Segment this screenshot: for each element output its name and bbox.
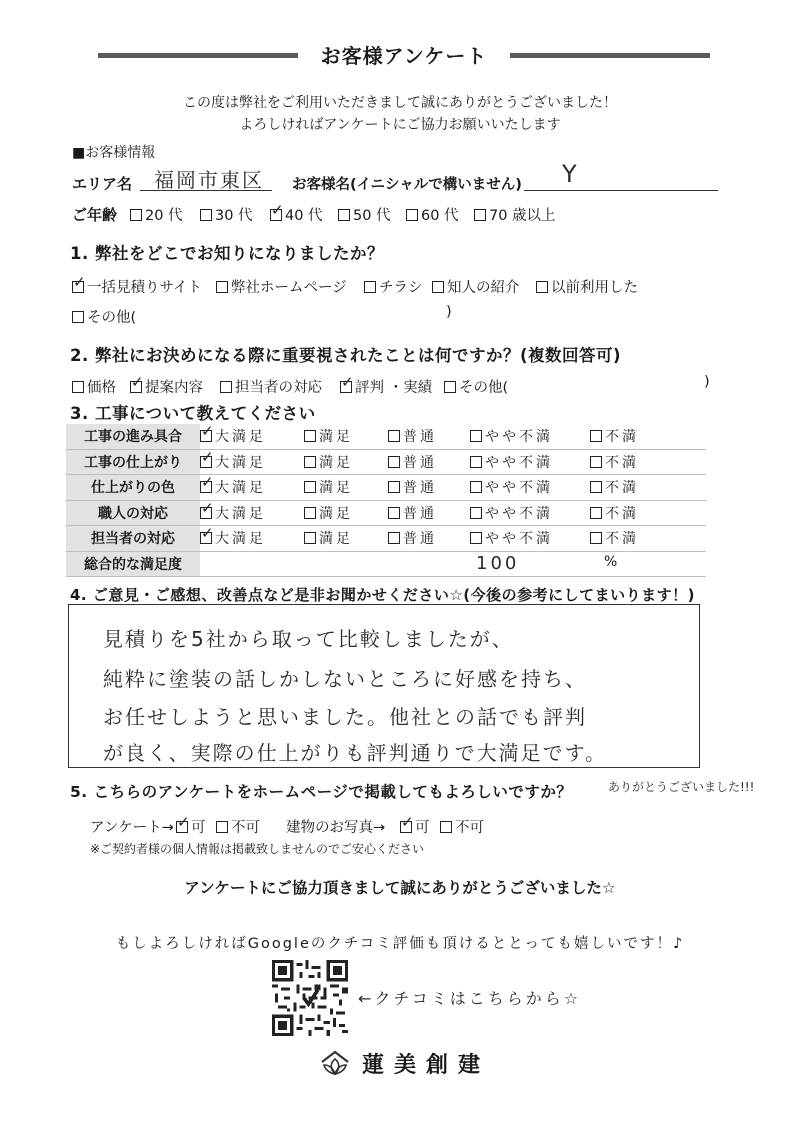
comment-line-4: が良く、実際の仕上がりも評判通りで大満足です。 (103, 741, 607, 765)
age-option-30[interactable]: 30 代 (200, 204, 253, 225)
q1-heading: 1. 弊社をどこでお知りになりましたか？ (70, 244, 384, 263)
q2-other-close-paren: ) (704, 374, 710, 390)
comment-box[interactable] (68, 604, 700, 768)
overall-satisfaction-field[interactable] (200, 551, 706, 577)
rating-option[interactable] (304, 475, 388, 501)
rating-checkbox[interactable] (304, 507, 316, 519)
rating-checkbox[interactable] (590, 456, 602, 468)
rating-checkbox[interactable] (200, 456, 212, 468)
age-50-checkbox[interactable] (338, 209, 350, 221)
rating-option[interactable] (590, 500, 706, 526)
age-option-40[interactable]: ✓ 40 代 (270, 204, 323, 225)
rating-option-label: やや不満 (485, 454, 553, 471)
age-label: ご年齢 (72, 206, 118, 224)
review-qr-code[interactable] (272, 960, 348, 1036)
rating-checkbox[interactable] (590, 507, 602, 519)
rating-option[interactable] (470, 424, 590, 449)
rating-option[interactable] (200, 500, 304, 526)
survey-yes-checkbox[interactable] (176, 821, 188, 833)
rating-option[interactable] (200, 449, 304, 475)
rating-option-label: 大満足 (215, 531, 266, 548)
area-field[interactable] (140, 166, 272, 191)
survey-permission-yes[interactable]: ✓ 可 (176, 816, 206, 837)
survey-permission-no[interactable]: 不可 (216, 816, 260, 837)
qr-arrow-note: ←クチコミはこちらから☆ (358, 989, 582, 1008)
rating-option-label: 普通 (403, 480, 437, 497)
handwritten-thanks-note: ありがとうございました!!! (608, 780, 755, 794)
name-label: お客様名(イニシャルで構いません) (292, 177, 522, 193)
overall-satisfaction-unit: % (604, 553, 618, 570)
age-40-checkbox[interactable] (270, 209, 282, 221)
rating-option-label: 満足 (319, 454, 353, 471)
q2-reputation-checkbox[interactable] (340, 381, 352, 393)
rating-option-label: 普通 (403, 505, 437, 522)
rating-option-label: 普通 (403, 429, 437, 446)
q1-referral-checkbox[interactable] (432, 281, 444, 293)
rating-checkbox[interactable] (388, 532, 400, 544)
rating-option-label: やや不満 (485, 429, 553, 446)
age-option-70[interactable]: 70 歳以上 (474, 204, 556, 225)
rating-checkbox[interactable] (470, 532, 482, 544)
age-option-60[interactable]: 60 代 (406, 204, 459, 225)
photo-permission-no[interactable]: 不可 (440, 816, 484, 837)
rating-option[interactable] (470, 449, 590, 475)
rating-row-label: 担当者の対応 (66, 526, 200, 552)
q2-option-reputation[interactable]: ✓ 評判 ・実績 (340, 376, 432, 397)
comment-line-3: お任せしようと思いました。他社との話でも評判 (103, 705, 587, 729)
photo-permission-label: 建物のお写真→ (286, 820, 386, 836)
rating-checkbox[interactable] (304, 532, 316, 544)
rating-option-label: やや不満 (485, 480, 553, 497)
q1-option-flyer[interactable]: チラシ (364, 276, 423, 297)
rating-row-label: 工事の進み具合 (66, 424, 200, 449)
overall-satisfaction-row (66, 551, 706, 577)
q1-other-checkbox[interactable] (72, 311, 84, 323)
rating-checkbox[interactable] (470, 507, 482, 519)
q1-option-previous[interactable]: 以前利用した (536, 276, 638, 297)
rating-option-label: 普通 (403, 531, 437, 548)
rating-option[interactable] (590, 475, 706, 501)
age-70-checkbox[interactable] (474, 209, 486, 221)
rating-row (66, 424, 706, 449)
age-60-checkbox[interactable] (406, 209, 418, 221)
rating-option-label: 不満 (605, 505, 639, 522)
rating-option-label: 大満足 (215, 454, 266, 471)
company-name: 蓮美創建 (362, 1053, 491, 1078)
rating-checkbox[interactable] (590, 481, 602, 493)
rating-checkbox[interactable] (388, 481, 400, 493)
rating-row (66, 526, 706, 552)
rating-row-label: 職人の対応 (66, 500, 200, 526)
rating-checkbox[interactable] (388, 456, 400, 468)
age-option-20[interactable]: 20 代 (130, 204, 183, 225)
age-30-checkbox[interactable] (200, 209, 212, 221)
rating-option[interactable] (590, 449, 706, 475)
intro-line-1: この度は弊社をご利用いただきまして誠にありがとうございました！ (183, 95, 617, 111)
company-logo (318, 1046, 518, 1080)
overall-satisfaction-label: 総合的な満足度 (66, 551, 200, 577)
privacy-note: ※ご契約者様の個人情報は掲載致しませんのでご安心ください (90, 842, 425, 856)
rating-row (66, 449, 706, 475)
rating-option[interactable] (304, 424, 388, 449)
rating-option[interactable] (470, 475, 590, 501)
rating-option-label: 普通 (403, 454, 437, 471)
page-title: お客様アンケート (309, 44, 500, 68)
rating-option[interactable] (470, 500, 590, 526)
q2-staff-checkbox[interactable] (220, 381, 232, 393)
google-review-note: もしよろしければGoogleのクチコミ評価も頂けるととっても嬉しいです！♪ (115, 936, 685, 952)
rating-checkbox[interactable] (388, 430, 400, 442)
rating-row (66, 500, 706, 526)
rating-option[interactable] (200, 424, 304, 449)
rating-row (66, 475, 706, 501)
area-value: 福岡市東区 (154, 168, 264, 192)
overall-satisfaction-value: 100 (476, 552, 520, 574)
rating-option-label: 満足 (319, 480, 353, 497)
rating-option-label: 不満 (605, 531, 639, 548)
name-field[interactable] (524, 160, 718, 191)
q1-other-close-paren: ) (446, 304, 452, 320)
rating-checkbox[interactable] (470, 456, 482, 468)
intro-line-2: よろしければアンケートにご協力お願いいたします (239, 117, 561, 133)
q1-option-referral[interactable]: 知人の紹介 (432, 276, 520, 297)
lotus-house-logo-icon (318, 1048, 352, 1078)
q3-heading: 3. 工事について教えてください (70, 404, 316, 423)
q4-heading: 4. ご意見・ご感想、改善点など是非お聞かせください☆(今後の参考にしてまいります！) (70, 586, 696, 604)
rating-checkbox[interactable] (388, 507, 400, 519)
q1-option-estimate-site[interactable]: ✓一括見積りサイト (72, 276, 202, 297)
rating-checkbox[interactable] (200, 430, 212, 442)
rating-option[interactable] (200, 475, 304, 501)
q1-flyer-checkbox[interactable] (364, 281, 376, 293)
q1-previous-checkbox[interactable] (536, 281, 548, 293)
q1-homepage-checkbox[interactable] (216, 281, 228, 293)
photo-yes-checkbox[interactable] (400, 821, 412, 833)
survey-permission-label: アンケート→ (90, 820, 174, 836)
comment-line-2: 純粋に塗装の話しかしないところに好感を持ち、 (103, 667, 587, 691)
rating-option[interactable] (388, 475, 470, 501)
q1-option-other[interactable]: その他( (72, 306, 136, 327)
q1-option-homepage[interactable]: 弊社ホームページ (216, 276, 347, 297)
rating-option-label: 満足 (319, 429, 353, 446)
comment-line-1: 見積りを5社から取って比較しましたが、 (103, 627, 514, 651)
photo-permission-yes[interactable]: ✓ 可 (400, 816, 430, 837)
rating-option[interactable] (388, 424, 470, 449)
rating-option[interactable] (304, 449, 388, 475)
q2-other-checkbox[interactable] (444, 381, 456, 393)
rating-option[interactable] (388, 449, 470, 475)
q2-option-proposal[interactable]: ✓ 提案内容 (130, 376, 203, 397)
rating-option-label: やや不満 (485, 531, 553, 548)
photo-no-checkbox[interactable] (440, 821, 452, 833)
rating-checkbox[interactable] (590, 532, 602, 544)
rating-checkbox[interactable] (304, 481, 316, 493)
rating-row-label: 工事の仕上がり (66, 449, 200, 475)
rating-checkbox[interactable] (590, 430, 602, 442)
q2-option-other[interactable]: その他( (444, 376, 508, 397)
rating-checkbox[interactable] (470, 481, 482, 493)
rating-option-label: 満足 (319, 531, 353, 548)
area-label: エリア名 (72, 175, 133, 193)
rating-option-label: 大満足 (215, 505, 266, 522)
rating-option[interactable] (590, 424, 706, 449)
rating-row-label: 仕上がりの色 (66, 475, 200, 501)
rating-option[interactable] (200, 526, 304, 552)
customer-info-heading: ■お客様情報 (72, 145, 156, 161)
rating-option[interactable] (304, 526, 388, 552)
name-value: Y (562, 160, 577, 188)
rating-option[interactable] (590, 526, 706, 552)
age-option-50[interactable]: 50 代 (338, 204, 391, 225)
q2-proposal-checkbox[interactable] (130, 381, 142, 393)
rating-option[interactable] (304, 500, 388, 526)
age-20-checkbox[interactable] (130, 209, 142, 221)
rating-checkbox[interactable] (200, 481, 212, 493)
q5-heading: 5. こちらのアンケートをホームページで掲載してもよろしいですか？ (70, 783, 573, 801)
rating-option-label: 不満 (605, 454, 639, 471)
rating-option-label: 不満 (605, 480, 639, 497)
q1-estimate-site-checkbox[interactable] (72, 281, 84, 293)
rating-checkbox[interactable] (304, 430, 316, 442)
rating-option-label: やや不満 (485, 505, 553, 522)
rating-checkbox[interactable] (304, 456, 316, 468)
rating-option-label: 大満足 (215, 480, 266, 497)
rating-option[interactable] (388, 500, 470, 526)
rating-checkbox[interactable] (200, 507, 212, 519)
rating-option[interactable] (388, 526, 470, 552)
rating-option-label: 不満 (605, 429, 639, 446)
q2-option-price[interactable]: 価格 (72, 376, 116, 397)
q2-option-staff[interactable]: 担当者の対応 (220, 376, 322, 397)
rating-checkbox[interactable] (470, 430, 482, 442)
rating-option[interactable] (470, 526, 590, 552)
rating-checkbox[interactable] (200, 532, 212, 544)
q2-price-checkbox[interactable] (72, 381, 84, 393)
rating-table (66, 424, 706, 577)
title-bar (98, 44, 710, 68)
rating-option-label: 満足 (319, 505, 353, 522)
q2-heading: 2. 弊社にお決めになる際に重要視されたことは何ですか？(複数回答可) (70, 346, 622, 365)
rating-option-label: 大満足 (215, 429, 266, 446)
footer-thanks: アンケートにご協力頂きまして誠にありがとうございました☆ (184, 879, 616, 897)
survey-no-checkbox[interactable] (216, 821, 228, 833)
